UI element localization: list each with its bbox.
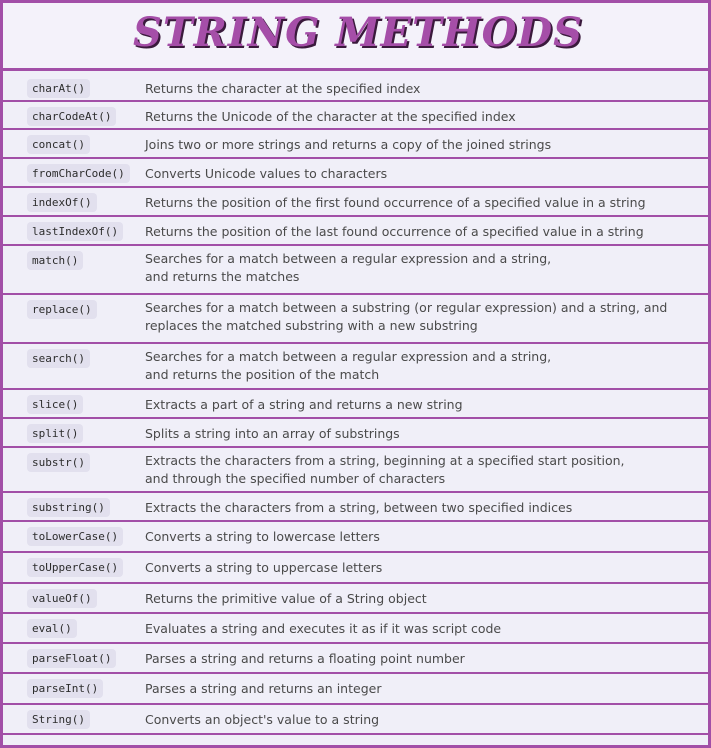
description-line: Converts Unicode values to characters — [145, 166, 388, 181]
table-row — [3, 493, 708, 522]
method-description — [145, 80, 685, 98]
table-row — [3, 295, 708, 344]
description-line: Evaluates a string and executes it as if it was script code — [145, 621, 502, 636]
description-line: replaces the matched substring with a new substring — [145, 318, 478, 333]
method-name: split() — [27, 424, 83, 443]
description-line: Returns the position of the first found occurrence of a specified value in a string — [145, 195, 646, 210]
method-description — [145, 194, 685, 212]
description-line: Extracts a part of a string and returns a new string — [145, 397, 463, 412]
description-line: Converts an object's value to a string — [145, 712, 380, 727]
method-name: slice() — [27, 395, 83, 414]
description-line: Extracts the characters from a string, between two specified indices — [145, 500, 573, 515]
description-line: Searches for a match between a regular expression and a string, — [145, 349, 552, 364]
method-name: charAt() — [27, 79, 90, 98]
method-description — [145, 223, 685, 241]
description-line: Searches for a match between a substring (or regular expression) and a string, and — [145, 300, 668, 315]
page-title: STRING METHODS — [133, 9, 583, 56]
header — [3, 3, 708, 71]
method-description — [145, 620, 685, 638]
table-row — [3, 674, 708, 705]
method-description — [145, 711, 685, 729]
description-line: Parses a string and returns a floating point number — [145, 651, 465, 666]
method-name: String() — [27, 710, 90, 729]
method-name: concat() — [27, 135, 90, 154]
method-description — [145, 452, 685, 488]
method-name: indexOf() — [27, 193, 97, 212]
description-line: Splits a string into an array of substrings — [145, 426, 400, 441]
table-row — [3, 217, 708, 246]
method-description — [145, 590, 685, 608]
method-description — [145, 348, 685, 384]
method-name: search() — [27, 349, 90, 368]
table-row — [3, 553, 708, 584]
method-name: valueOf() — [27, 589, 97, 608]
method-description — [145, 165, 685, 183]
table-row — [3, 584, 708, 614]
method-description — [145, 299, 685, 335]
description-line: Returns the primitive value of a String object — [145, 591, 427, 606]
description-line: and through the specified number of characters — [145, 471, 446, 486]
method-name: substring() — [27, 498, 110, 517]
table-row — [3, 246, 708, 295]
method-name: replace() — [27, 300, 97, 319]
table-row — [3, 344, 708, 390]
description-line: Returns the character at the specified index — [145, 81, 421, 96]
method-name: charCodeAt() — [27, 107, 116, 126]
method-name: toUpperCase() — [27, 558, 123, 577]
description-line: Converts a string to lowercase letters — [145, 529, 380, 544]
description-line: Extracts the characters from a string, beginning at a specified start position, — [145, 453, 625, 468]
table-row — [3, 390, 708, 419]
method-description — [145, 650, 685, 668]
method-description — [145, 425, 685, 443]
method-description — [145, 559, 685, 577]
table-row — [3, 419, 708, 448]
method-name: eval() — [27, 619, 77, 638]
description-line: Converts a string to uppercase letters — [145, 560, 383, 575]
table-row — [3, 74, 708, 102]
method-description — [145, 396, 685, 414]
table-row — [3, 102, 708, 130]
table-row — [3, 159, 708, 188]
method-description — [145, 528, 685, 546]
method-description — [145, 499, 685, 517]
method-description — [145, 250, 685, 286]
table-row — [3, 130, 708, 159]
method-name: parseFloat() — [27, 649, 116, 668]
description-line: and returns the matches — [145, 269, 300, 284]
method-description — [145, 136, 685, 154]
method-name: substr() — [27, 453, 90, 472]
description-line: and returns the position of the match — [145, 367, 380, 382]
method-description — [145, 680, 685, 698]
method-name: match() — [27, 251, 83, 270]
method-name: lastIndexOf() — [27, 222, 123, 241]
table-row — [3, 614, 708, 644]
method-name: toLowerCase() — [27, 527, 123, 546]
description-line: Returns the position of the last found occurrence of a specified value in a string — [145, 224, 644, 239]
table-row — [3, 644, 708, 674]
table-row — [3, 522, 708, 553]
table-row — [3, 705, 708, 735]
method-name: parseInt() — [27, 679, 103, 698]
table-row — [3, 448, 708, 493]
description-line: Joins two or more strings and returns a copy of the joined strings — [145, 137, 552, 152]
method-name: fromCharCode() — [27, 164, 130, 183]
methods-table — [3, 74, 708, 735]
method-description — [145, 108, 685, 126]
description-line: Returns the Unicode of the character at the specified index — [145, 109, 516, 124]
description-line: Parses a string and returns an integer — [145, 681, 382, 696]
table-row — [3, 188, 708, 217]
description-line: Searches for a match between a regular expression and a string, — [145, 251, 552, 266]
